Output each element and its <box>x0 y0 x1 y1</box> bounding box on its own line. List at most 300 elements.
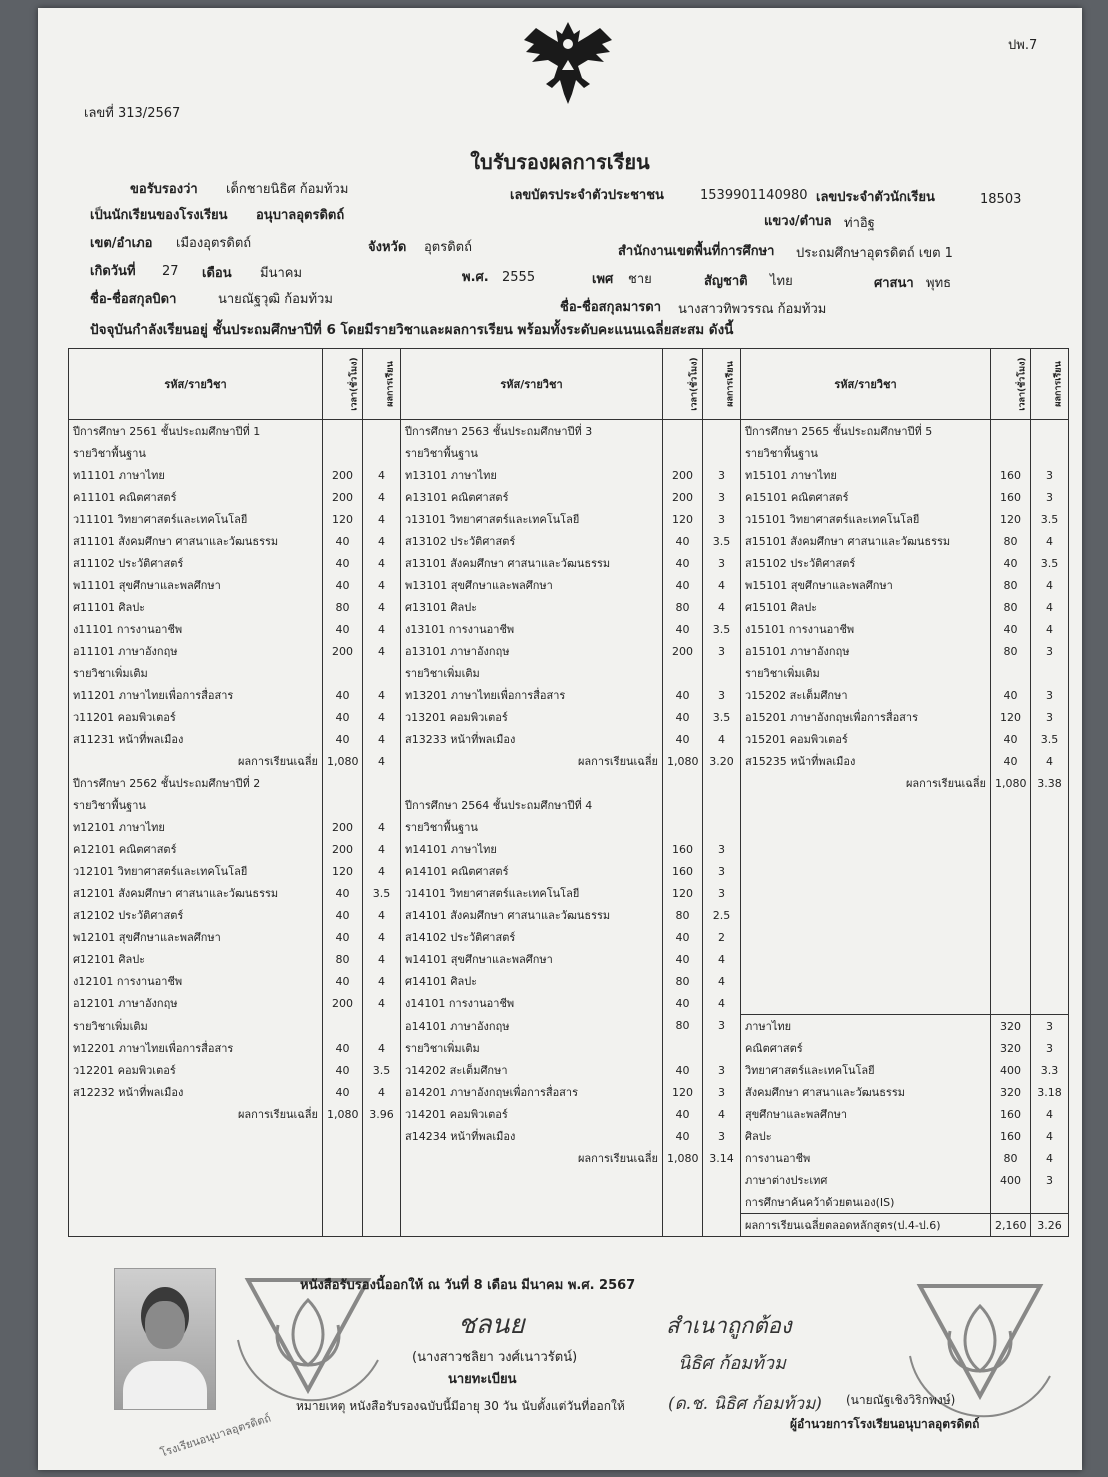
hours-cell: 200 <box>323 992 363 1015</box>
grade-cell <box>703 816 741 838</box>
hours-cell: 40 <box>323 926 363 948</box>
grade-cell: 4 <box>1031 1147 1069 1169</box>
hours-cell: 40 <box>663 1059 703 1081</box>
grade-cell <box>1031 926 1069 948</box>
grade-cell: 3 <box>703 464 741 486</box>
hours-cell: 40 <box>323 882 363 904</box>
subject-cell: รายวิชาพื้นฐาน <box>401 816 663 838</box>
hours-cell: 120 <box>663 508 703 530</box>
subject-cell: ค11101 คณิตศาสตร์ <box>69 486 323 508</box>
hours-cell: 40 <box>991 728 1031 750</box>
grade-cell <box>703 1037 741 1059</box>
subject-cell: รายวิชาเพิ่มเติม <box>401 662 663 684</box>
subdistrict-value: ท่าอิฐ <box>844 216 875 231</box>
subject-cell: ปีการศึกษา 2563 ชั้นประถมศึกษาปีที่ 3 <box>401 420 663 443</box>
grade-cell: 3 <box>703 838 741 860</box>
subject-cell <box>69 1214 323 1237</box>
subject-cell: สังคมศึกษา ศาสนาและวัฒนธรรม <box>741 1081 991 1103</box>
subject-cell <box>401 772 663 794</box>
hours-cell: 40 <box>663 552 703 574</box>
table-row <box>69 1214 1069 1237</box>
subject-cell: ศิลปะ <box>741 1125 991 1147</box>
subject-cell: ส13102 ประวัติศาสตร์ <box>401 530 663 552</box>
grade-cell <box>1031 970 1069 992</box>
grade-cell <box>1031 794 1069 816</box>
grade-cell: 3.18 <box>1031 1081 1069 1103</box>
grade-cell <box>363 1015 401 1038</box>
hours-cell: 40 <box>323 530 363 552</box>
hours-cell: 40 <box>323 706 363 728</box>
grade-cell <box>1031 816 1069 838</box>
hours-cell <box>663 1214 703 1237</box>
subject-cell: ว15101 วิทยาศาสตร์และเทคโนโลยี <box>741 508 991 530</box>
birth-month-value: มีนาคม <box>260 266 303 281</box>
subject-cell: รายวิชาพื้นฐาน <box>741 442 991 464</box>
subject-cell <box>741 794 991 816</box>
registrar-signature: ชลนย <box>458 1310 525 1340</box>
subject-cell: ผลการเรียนเฉลี่ย <box>401 1147 663 1169</box>
subject-cell <box>741 926 991 948</box>
grade-cell: 4 <box>1031 1125 1069 1147</box>
grade-cell: 3 <box>703 640 741 662</box>
subject-cell: ปีการศึกษา 2564 ชั้นประถมศึกษาปีที่ 4 <box>401 794 663 816</box>
subject-cell: ปีการศึกษา 2561 ชั้นประถมศึกษาปีที่ 1 <box>69 420 323 443</box>
grade-cell <box>363 420 401 443</box>
hours-cell: 40 <box>663 706 703 728</box>
grade-cell: 4 <box>703 992 741 1015</box>
grade-cell <box>363 1214 401 1237</box>
table-row <box>69 640 1069 662</box>
table-row <box>69 1191 1069 1214</box>
hours-cell: 40 <box>663 728 703 750</box>
grade-cell <box>1031 838 1069 860</box>
grade-cell <box>703 1191 741 1214</box>
grade-cell: 3.26 <box>1031 1214 1069 1237</box>
subject-cell <box>69 1191 323 1214</box>
grade-cell <box>703 1214 741 1237</box>
hours-cell: 1,080 <box>663 1147 703 1169</box>
subject-cell: ผลการเรียนเฉลี่ย <box>401 750 663 772</box>
table-row <box>69 948 1069 970</box>
subject-cell: ศ11101 ศิลปะ <box>69 596 323 618</box>
grade-cell <box>363 1147 401 1169</box>
subject-cell <box>69 1147 323 1169</box>
grade-cell: 4 <box>703 596 741 618</box>
grade-cell: 3.5 <box>363 1059 401 1081</box>
grade-cell <box>703 772 741 794</box>
subject-cell: ภาษาไทย <box>741 1015 991 1038</box>
grade-cell: 4 <box>363 1037 401 1059</box>
grade-cell: 4 <box>1031 596 1069 618</box>
subject-cell: ท15101 ภาษาไทย <box>741 464 991 486</box>
grade-cell: 4 <box>1031 1103 1069 1125</box>
hours-cell <box>323 442 363 464</box>
issued-statement: หนังสือรับรองนี้ออกให้ ณ วันที่ 8 เดือน มีนาคม พ.ศ. 2567 <box>300 1278 636 1293</box>
grade-cell: 3.5 <box>1031 728 1069 750</box>
grade-cell: 3.5 <box>703 530 741 552</box>
table-row <box>69 684 1069 706</box>
subject-cell: พ15101 สุขศึกษาและพลศึกษา <box>741 574 991 596</box>
subject-cell: การศึกษาค้นคว้าด้วยตนเอง(IS) <box>741 1191 991 1214</box>
subject-cell: ท12101 ภาษาไทย <box>69 816 323 838</box>
subject-cell: ศ13101 ศิลปะ <box>401 596 663 618</box>
hours-cell: 200 <box>663 486 703 508</box>
hours-cell <box>991 420 1031 443</box>
subject-cell: รายวิชาเพิ่มเติม <box>69 1015 323 1038</box>
header-subject: รหัส/รายวิชา <box>741 349 991 420</box>
mother-label: ชื่อ-ชื่อสกุลมารดา <box>560 300 662 315</box>
subject-cell: ท12201 ภาษาไทยเพื่อการสื่อสาร <box>69 1037 323 1059</box>
header-hours: เวลา(ชั่วโมง) <box>323 349 363 420</box>
grade-cell <box>703 662 741 684</box>
hours-cell: 320 <box>991 1081 1031 1103</box>
subject-cell: ว12101 วิทยาศาสตร์และเทคโนโลยี <box>69 860 323 882</box>
grade-cell <box>363 1125 401 1147</box>
grade-cell: 2.5 <box>703 904 741 926</box>
hours-cell: 120 <box>323 508 363 530</box>
grade-cell: 4 <box>363 838 401 860</box>
grade-cell: 4 <box>1031 530 1069 552</box>
table-row <box>69 464 1069 486</box>
hours-cell: 80 <box>323 948 363 970</box>
grade-cell: 3.96 <box>363 1103 401 1125</box>
hours-cell: 320 <box>991 1037 1031 1059</box>
subject-cell: ง12101 การงานอาชีพ <box>69 970 323 992</box>
subject-cell: ศ15101 ศิลปะ <box>741 596 991 618</box>
hours-cell <box>991 992 1031 1015</box>
hours-cell: 40 <box>663 992 703 1015</box>
subject-cell: พ13101 สุขศึกษาและพลศึกษา <box>401 574 663 596</box>
religion-label: ศาสนา <box>874 276 914 291</box>
header-grade: ผลการเรียน <box>363 349 401 420</box>
subject-cell: รายวิชาเพิ่มเติม <box>401 1037 663 1059</box>
grade-cell: 4 <box>363 640 401 662</box>
hours-cell: 40 <box>323 574 363 596</box>
grade-cell <box>1031 420 1069 443</box>
hours-cell: 160 <box>663 838 703 860</box>
header-subject: รหัส/รายวิชา <box>401 349 663 420</box>
hours-cell: 40 <box>323 970 363 992</box>
hours-cell <box>991 442 1031 464</box>
mother-value: นางสาวทิพวรรณ ก้อมท้วม <box>678 302 827 317</box>
hours-cell: 80 <box>663 596 703 618</box>
grade-cell <box>363 1169 401 1191</box>
subject-cell: ว15201 คอมพิวเตอร์ <box>741 728 991 750</box>
subject-cell: ปีการศึกษา 2562 ชั้นประถมศึกษาปีที่ 2 <box>69 772 323 794</box>
subject-cell: รายวิชาเพิ่มเติม <box>69 662 323 684</box>
grade-cell <box>1031 1191 1069 1214</box>
subject-cell: อ15101 ภาษาอังกฤษ <box>741 640 991 662</box>
subject-cell: ท13201 ภาษาไทยเพื่อการสื่อสาร <box>401 684 663 706</box>
hours-cell: 200 <box>323 816 363 838</box>
subject-cell: ว14101 วิทยาศาสตร์และเทคโนโลยี <box>401 882 663 904</box>
grade-cell: 4 <box>363 948 401 970</box>
table-row <box>69 662 1069 684</box>
grade-cell: 4 <box>363 464 401 486</box>
subject-cell: ว11201 คอมพิวเตอร์ <box>69 706 323 728</box>
grade-cell <box>363 1191 401 1214</box>
province-label: จังหวัด <box>368 240 407 255</box>
subject-cell: อ15201 ภาษาอังกฤษเพื่อการสื่อสาร <box>741 706 991 728</box>
subject-cell: พ11101 สุขศึกษาและพลศึกษา <box>69 574 323 596</box>
grade-cell: 3 <box>703 508 741 530</box>
student-photo <box>114 1268 216 1410</box>
hours-cell: 40 <box>323 684 363 706</box>
hours-cell: 40 <box>663 1103 703 1125</box>
table-row <box>69 838 1069 860</box>
subject-cell: ผลการเรียนเฉลี่ย <box>69 750 323 772</box>
hours-cell: 40 <box>991 684 1031 706</box>
grade-cell: 3.5 <box>703 618 741 640</box>
hours-cell <box>991 926 1031 948</box>
grade-cell <box>363 794 401 816</box>
table-row <box>69 882 1069 904</box>
hours-cell <box>663 772 703 794</box>
hours-cell <box>663 1169 703 1191</box>
grade-cell <box>703 442 741 464</box>
hours-cell: 40 <box>663 530 703 552</box>
grade-cell: 4 <box>363 816 401 838</box>
director-title: ผู้อำนวยการโรงเรียนอนุบาลอุตรดิตถ์ <box>790 1417 980 1431</box>
subject-cell: ว15202 สะเต็มศึกษา <box>741 684 991 706</box>
table-row <box>69 618 1069 640</box>
hours-cell <box>323 794 363 816</box>
birth-year-label: พ.ศ. <box>462 270 489 285</box>
hours-cell: 160 <box>663 860 703 882</box>
hours-cell: 1,080 <box>323 750 363 772</box>
grade-cell: 3 <box>703 860 741 882</box>
grade-cell: 4 <box>363 530 401 552</box>
subject-cell: พ14101 สุขศึกษาและพลศึกษา <box>401 948 663 970</box>
subject-cell: ส14101 สังคมศึกษา ศาสนาและวัฒนธรรม <box>401 904 663 926</box>
hours-cell: 40 <box>323 1037 363 1059</box>
subject-cell: ผลการเรียนเฉลี่ย <box>741 772 991 794</box>
hours-cell: 80 <box>991 596 1031 618</box>
table-row <box>69 772 1069 794</box>
subject-cell: ว12201 คอมพิวเตอร์ <box>69 1059 323 1081</box>
hours-cell <box>323 1214 363 1237</box>
subject-cell: ค15101 คณิตศาสตร์ <box>741 486 991 508</box>
subject-cell: ศ12101 ศิลปะ <box>69 948 323 970</box>
nationality-value: ไทย <box>770 274 793 289</box>
subject-cell: ภาษาต่างประเทศ <box>741 1169 991 1191</box>
grade-cell: 4 <box>703 1103 741 1125</box>
grade-cell: 3 <box>703 1125 741 1147</box>
birth-month-label: เดือน <box>202 266 232 281</box>
table-row <box>69 596 1069 618</box>
subject-cell: รายวิชาพื้นฐาน <box>69 442 323 464</box>
hours-cell <box>663 1037 703 1059</box>
table-row <box>69 1015 1069 1038</box>
subject-cell: ส12232 หน้าที่พลเมือง <box>69 1081 323 1103</box>
subject-cell <box>741 838 991 860</box>
subject-cell: ส15101 สังคมศึกษา ศาสนาและวัฒนธรรม <box>741 530 991 552</box>
subject-cell: ปีการศึกษา 2565 ชั้นประถมศึกษาปีที่ 5 <box>741 420 991 443</box>
grade-cell <box>703 794 741 816</box>
subject-cell: ส13101 สังคมศึกษา ศาสนาและวัฒนธรรม <box>401 552 663 574</box>
hours-cell: 80 <box>991 530 1031 552</box>
grade-cell: 4 <box>363 728 401 750</box>
subject-cell: ท13101 ภาษาไทย <box>401 464 663 486</box>
hours-cell: 40 <box>323 618 363 640</box>
hours-cell: 40 <box>323 552 363 574</box>
hours-cell <box>323 1147 363 1169</box>
grade-cell: 4 <box>363 486 401 508</box>
subject-cell <box>741 948 991 970</box>
hours-cell: 320 <box>991 1015 1031 1038</box>
grade-cell: 3 <box>1031 1015 1069 1038</box>
grade-cell <box>363 442 401 464</box>
hours-cell: 80 <box>991 1147 1031 1169</box>
hours-cell: 120 <box>323 860 363 882</box>
hours-cell: 40 <box>663 684 703 706</box>
table-row <box>69 420 1069 443</box>
table-row <box>69 794 1069 816</box>
subject-cell <box>401 1169 663 1191</box>
table-row <box>69 1147 1069 1169</box>
father-label: ชื่อ-ชื่อสกุลบิดา <box>90 292 177 307</box>
id-value: 1539901140980 <box>700 188 808 203</box>
table-row <box>69 574 1069 596</box>
subdistrict-label: แขวง/ตำบล <box>764 214 832 229</box>
hours-cell <box>323 1125 363 1147</box>
hours-cell <box>663 816 703 838</box>
table-row <box>69 1169 1069 1191</box>
grade-cell: 4 <box>363 508 401 530</box>
hours-cell: 120 <box>991 706 1031 728</box>
subject-cell: อ13101 ภาษาอังกฤษ <box>401 640 663 662</box>
grade-cell: 3 <box>703 1059 741 1081</box>
subject-cell: ท11201 ภาษาไทยเพื่อการสื่อสาร <box>69 684 323 706</box>
subject-cell: ค12101 คณิตศาสตร์ <box>69 838 323 860</box>
registrar-title: นายทะเบียน <box>448 1372 517 1387</box>
table-row <box>69 728 1069 750</box>
id-label: เลขบัตรประจำตัวประชาชน <box>510 188 664 203</box>
subject-cell: ว14201 คอมพิวเตอร์ <box>401 1103 663 1125</box>
header-grade: ผลการเรียน <box>1031 349 1069 420</box>
hours-cell <box>991 816 1031 838</box>
hours-cell: 40 <box>991 618 1031 640</box>
subject-cell: ส15235 หน้าที่พลเมือง <box>741 750 991 772</box>
table-row <box>69 1037 1069 1059</box>
hours-cell: 40 <box>663 948 703 970</box>
hours-cell <box>663 662 703 684</box>
director-name: (นายณัฐเชิงวิริกพงษ์) <box>846 1393 956 1407</box>
table-row <box>69 552 1069 574</box>
hours-cell <box>323 772 363 794</box>
subject-cell: คณิตศาสตร์ <box>741 1037 991 1059</box>
subject-cell <box>741 816 991 838</box>
grade-cell: 3 <box>1031 684 1069 706</box>
hours-cell: 80 <box>663 970 703 992</box>
subject-cell: ง15101 การงานอาชีพ <box>741 618 991 640</box>
office-value: ประถมศึกษาอุตรดิตถ์ เขต 1 <box>796 246 953 261</box>
validity-note: หมายเหตุ หนังสือรับรองฉบับนี้มีอายุ 30 วัน นับตั้งแต่วันที่ออกให้ <box>296 1399 625 1413</box>
hours-cell: 1,080 <box>991 772 1031 794</box>
grade-cell: 4 <box>1031 750 1069 772</box>
subject-cell: ง14101 การงานอาชีพ <box>401 992 663 1015</box>
hours-cell: 80 <box>991 574 1031 596</box>
table-row <box>69 992 1069 1015</box>
grade-cell: 3.20 <box>703 750 741 772</box>
table-row <box>69 1059 1069 1081</box>
subject-cell: อ14101 ภาษาอังกฤษ <box>401 1015 663 1038</box>
grade-cell <box>1031 904 1069 926</box>
table-row <box>69 530 1069 552</box>
subject-cell: รายวิชาพื้นฐาน <box>69 794 323 816</box>
subject-cell: ส11102 ประวัติศาสตร์ <box>69 552 323 574</box>
subject-cell <box>69 1169 323 1191</box>
subject-cell: พ12101 สุขศึกษาและพลศึกษา <box>69 926 323 948</box>
hours-cell <box>323 662 363 684</box>
birth-year-value: 2555 <box>502 270 536 285</box>
grade-cell: 3.3 <box>1031 1059 1069 1081</box>
grade-cell: 4 <box>1031 618 1069 640</box>
hours-cell <box>991 838 1031 860</box>
grade-cell: 3.5 <box>363 882 401 904</box>
hours-cell: 80 <box>663 904 703 926</box>
grade-cell: 3.14 <box>703 1147 741 1169</box>
grade-cell: 3.38 <box>1031 772 1069 794</box>
hours-cell: 160 <box>991 486 1031 508</box>
garuda-emblem-icon <box>518 14 618 114</box>
hours-cell <box>991 662 1031 684</box>
subject-cell: ง11101 การงานอาชีพ <box>69 618 323 640</box>
hours-cell: 40 <box>323 728 363 750</box>
table-row <box>69 706 1069 728</box>
table-row <box>69 816 1069 838</box>
grade-cell: 3 <box>703 882 741 904</box>
header-hours: เวลา(ชั่วโมง) <box>991 349 1031 420</box>
school-value: อนุบาลอุตรดิตถ์ <box>256 208 345 223</box>
hours-cell: 1,080 <box>663 750 703 772</box>
student-no-label: เลขประจำตัวนักเรียน <box>816 190 935 205</box>
grade-cell: 4 <box>363 618 401 640</box>
grade-cell: 4 <box>703 970 741 992</box>
district-value: เมืองอุตรดิตถ์ <box>176 236 252 251</box>
grade-cell: 4 <box>703 948 741 970</box>
table-row <box>69 442 1069 464</box>
sex-label: เพศ <box>592 272 614 287</box>
grade-cell: 3.5 <box>1031 508 1069 530</box>
hours-cell <box>323 1169 363 1191</box>
subject-cell: ส13233 หน้าที่พลเมือง <box>401 728 663 750</box>
subject-cell: ส12102 ประวัติศาสตร์ <box>69 904 323 926</box>
grade-cell: 3 <box>703 1015 741 1038</box>
hours-cell: 200 <box>323 464 363 486</box>
hours-cell <box>323 420 363 443</box>
subject-cell: ว13201 คอมพิวเตอร์ <box>401 706 663 728</box>
grade-cell: 4 <box>703 574 741 596</box>
grade-cell: 3 <box>703 684 741 706</box>
student-name: เด็กชายนิธิศ ก้อมท้วม <box>226 182 349 197</box>
hours-cell <box>663 1191 703 1214</box>
grade-cell: 3.5 <box>1031 552 1069 574</box>
grade-cell: 3 <box>703 486 741 508</box>
subject-cell <box>401 1191 663 1214</box>
grade-cell: 4 <box>363 706 401 728</box>
subject-cell: การงานอาชีพ <box>741 1147 991 1169</box>
hours-cell <box>991 882 1031 904</box>
hours-cell: 40 <box>323 904 363 926</box>
subject-cell: อ12101 ภาษาอังกฤษ <box>69 992 323 1015</box>
hours-cell <box>991 794 1031 816</box>
subject-cell: ผลการเรียนเฉลี่ยตลอดหลักสูตร(ป.4-ป.6) <box>741 1214 991 1237</box>
subject-cell: ส11101 สังคมศึกษา ศาสนาและวัฒนธรรม <box>69 530 323 552</box>
hours-cell <box>663 794 703 816</box>
hours-cell: 200 <box>323 640 363 662</box>
header-grade: ผลการเรียน <box>703 349 741 420</box>
